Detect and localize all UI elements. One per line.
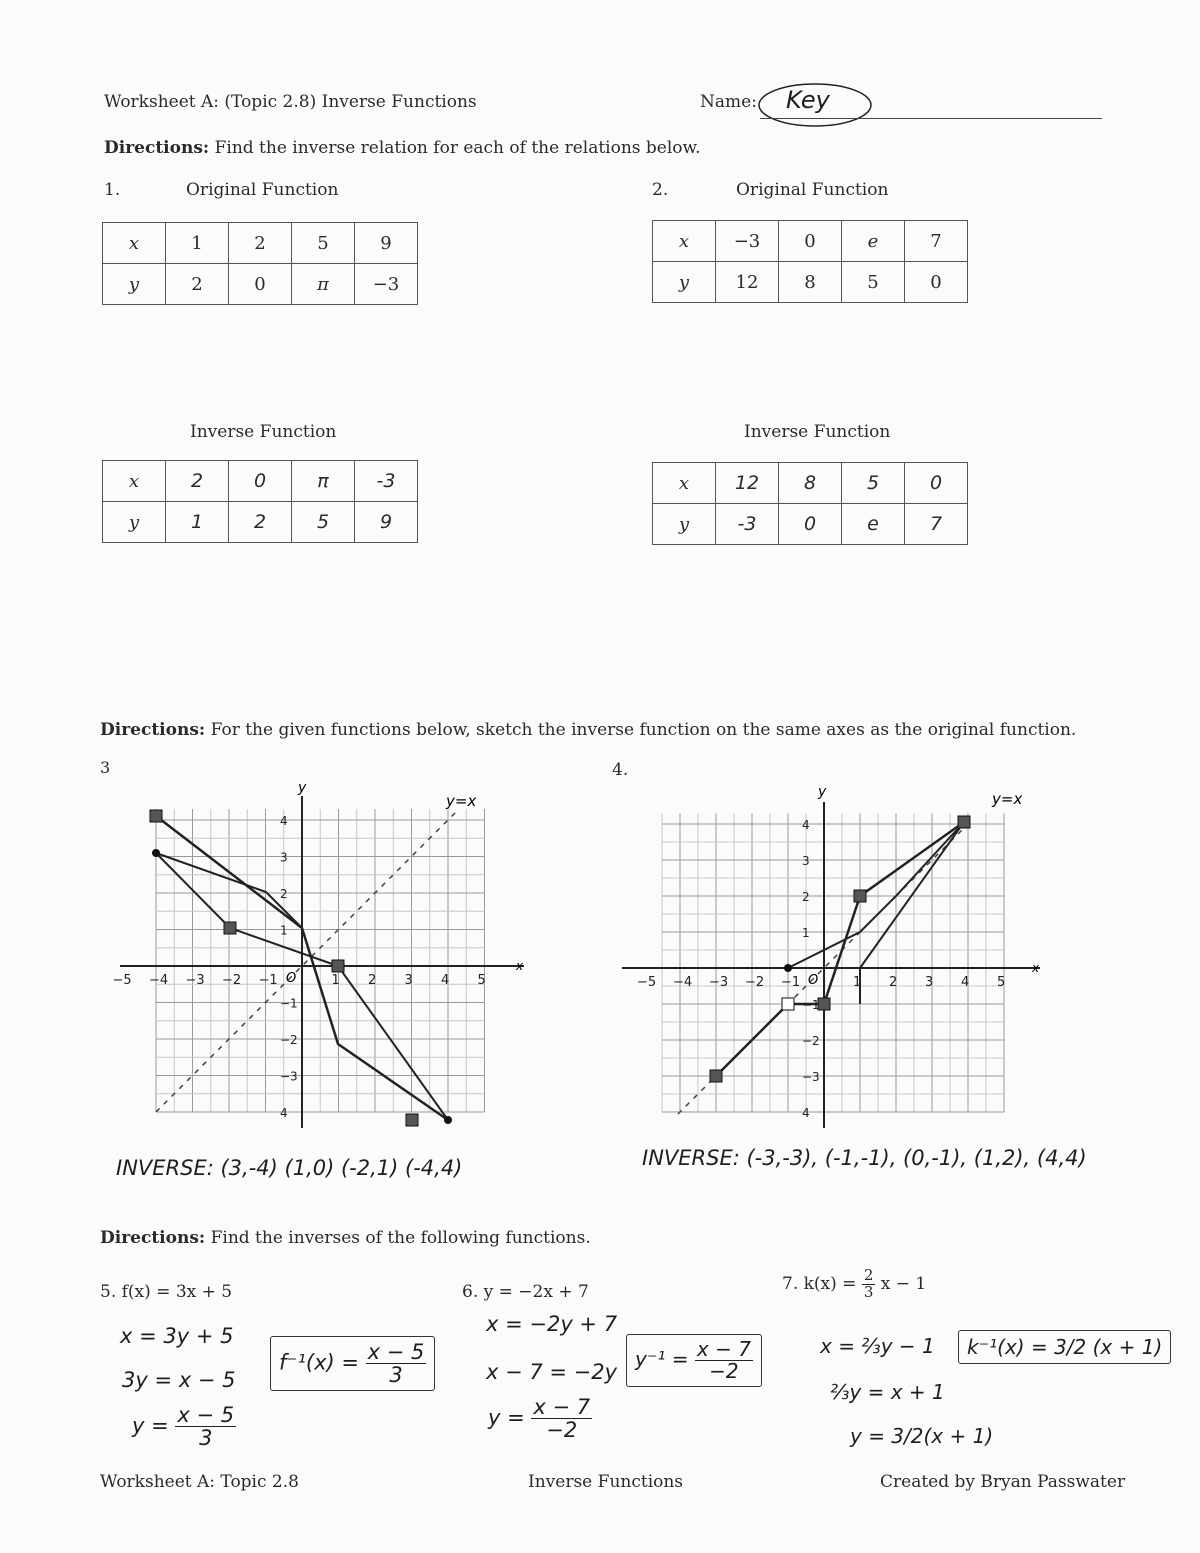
graph-3-x-tick-label: −1	[258, 973, 278, 988]
problem-5-step-3-num: x − 5	[177, 1403, 235, 1427]
graph-4-x-tick-label: 3	[925, 975, 934, 990]
problem-6-answer-den: −2	[709, 1359, 739, 1383]
graph-4-y-tick-label: 3	[802, 854, 810, 868]
table-cell: 2	[166, 461, 229, 502]
graph-4-x-tick-label: 1	[853, 975, 862, 990]
graph-4-x-tick-label: −2	[745, 975, 765, 990]
problem-1-original-table	[102, 222, 418, 305]
table-row	[103, 461, 418, 502]
table-cell: 1	[166, 502, 229, 543]
name-value: Key	[786, 86, 830, 114]
table-cell: 9	[355, 223, 418, 264]
graph-4-y-tick-label: 4	[802, 1106, 810, 1120]
table-cell: y	[103, 502, 166, 543]
table-cell: 5	[292, 223, 355, 264]
graph-4-inverse-point	[818, 998, 830, 1010]
name-label: Name:	[700, 92, 757, 112]
graph-3-inverse-point	[150, 810, 162, 822]
graph-3-y-tick-label: −3	[280, 1069, 298, 1084]
problem-5-answer-num: x − 5	[367, 1340, 425, 1364]
problem-1-inverse-table	[102, 460, 418, 543]
problem-2-original-label: Original Function	[736, 180, 889, 200]
problem-6-step-3-den: −2	[546, 1418, 578, 1443]
graph-3-yx-label: y=x	[446, 792, 477, 810]
graph-3-y-tick-label: 4	[280, 814, 288, 828]
problem-5-question: 5. f(x) = 3x + 5	[100, 1282, 233, 1302]
graph-4-y-tick-label: −3	[802, 1070, 820, 1084]
problem-6-question: 6. y = −2x + 7	[462, 1282, 589, 1302]
directions-1	[104, 138, 700, 158]
directions-2-text: For the given functions below, sketch the inverse function on the same axes as the original function.	[210, 720, 1077, 740]
directions-1-text: Find the inverse relation for each of the relations below.	[214, 138, 701, 158]
problem-5-answer-lhs: f⁻¹(x) =	[279, 1350, 359, 1375]
table-cell: 12	[716, 463, 779, 504]
footer-center: Inverse Functions	[528, 1472, 684, 1492]
problem-5-step-3-lhs: y =	[132, 1413, 169, 1438]
problem-2-number: 2.	[652, 180, 669, 200]
problem-1-number: 1.	[104, 180, 121, 200]
table-cell: 2	[229, 502, 292, 543]
problem-6-step-3-lhs: y =	[488, 1405, 525, 1430]
graph-4-x-tick-label: 2	[889, 975, 898, 990]
graph-4-x-tick-label: −3	[709, 975, 729, 990]
problem-6-step-1: x = −2y + 7	[486, 1312, 618, 1336]
problem-7-answer: k⁻¹(x) = 3/2 (x + 1)	[958, 1330, 1171, 1364]
graph-3-inverse-point	[406, 1114, 418, 1126]
graph-3-y-tick-label: −1	[280, 996, 298, 1011]
problem-6-step-2: x − 7 = −2y	[486, 1360, 618, 1384]
table-cell: e	[842, 221, 905, 262]
graph-4-yx-label: y=x	[992, 790, 1023, 808]
problem-1-inverse-label: Inverse Function	[190, 422, 337, 442]
table-row	[103, 223, 418, 264]
graph-3-x-tick-label: 1	[331, 973, 340, 988]
problem-6-answer-num: x − 7	[696, 1337, 751, 1361]
graph-4	[620, 778, 1060, 1138]
table-cell: 7	[905, 504, 968, 545]
problem-3-inverse-text: INVERSE: (3,-4) (1,0) (-2,1) (-4,4)	[116, 1156, 463, 1180]
graph-3	[96, 776, 536, 1136]
problem-5-step-3	[132, 1404, 236, 1449]
problem-4-number: 4.	[612, 760, 629, 780]
table-cell: y	[103, 264, 166, 305]
problem-6-step-3-num: x − 7	[533, 1395, 591, 1419]
table-row	[103, 264, 418, 305]
table-cell: 0	[229, 461, 292, 502]
graph-3-x-tick-label: 5	[477, 973, 486, 988]
table-cell: 0	[779, 221, 842, 262]
problem-7-question-pre: 7. k(x) =	[782, 1273, 857, 1294]
graph-3-inverse-point	[224, 922, 236, 934]
table-cell: −3	[355, 264, 418, 305]
table-cell: 0	[779, 504, 842, 545]
graph-4-y-tick-label: −1	[802, 998, 820, 1012]
problem-3-number: 3	[100, 758, 111, 777]
graph-4-x-tick-label: −1	[781, 975, 801, 990]
table-cell: 7	[905, 221, 968, 262]
graph-3-x-tick-label: −3	[185, 973, 205, 988]
problem-7-step-1: x = ⅔y − 1	[820, 1334, 935, 1358]
table-cell: 1	[166, 223, 229, 264]
problem-5-step-3-den: 3	[199, 1426, 213, 1451]
graph-4-x-tick-label: −4	[673, 975, 693, 990]
directions-3	[100, 1228, 591, 1248]
graph-3-x-tick-label: −5	[112, 973, 132, 988]
graph-3-y-tick-label: 1	[280, 923, 288, 938]
table-cell: -3	[716, 504, 779, 545]
directions-1-label: Directions:	[104, 138, 210, 158]
graph-3-y-tick-label: 4	[280, 1106, 288, 1120]
problem-2-inverse-label: Inverse Function	[744, 422, 891, 442]
graph-4-y-tick-label: 4	[802, 818, 810, 832]
graph-4-y-tick-label: 1	[802, 926, 810, 940]
graph-4-origin: O	[808, 973, 819, 988]
table-cell: x	[103, 223, 166, 264]
problem-5-step-1: x = 3y + 5	[120, 1324, 234, 1348]
table-cell: π	[292, 461, 355, 502]
graph-4-x-label: x	[1032, 961, 1040, 975]
problem-7-question-post: x − 1	[880, 1273, 927, 1294]
graph-3-y-label: y	[298, 780, 307, 796]
problem-6-step-3	[488, 1396, 592, 1441]
table-row	[653, 262, 968, 303]
graph-4-y-label: y	[818, 784, 827, 800]
problem-5-step-2: 3y = x − 5	[122, 1368, 236, 1392]
name-line	[760, 118, 1102, 119]
problem-7-step-3: y = 3/2(x + 1)	[850, 1424, 994, 1448]
table-row	[653, 463, 968, 504]
graph-4-y-tick-label: −2	[802, 1034, 820, 1048]
table-cell: 9	[355, 502, 418, 543]
directions-3-text: Find the inverses of the following functions.	[210, 1228, 591, 1248]
table-cell: y	[653, 504, 716, 545]
table-cell: 5	[842, 262, 905, 303]
directions-2	[100, 720, 1076, 740]
graph-3-x-label: x	[516, 959, 524, 973]
graph-3-y-tick-label: 2	[280, 887, 288, 901]
table-cell: 8	[779, 262, 842, 303]
graph-3-inverse-point	[332, 960, 344, 972]
graph-4-x-tick-label: 5	[997, 975, 1006, 990]
table-cell: 0	[905, 262, 968, 303]
table-cell: 2	[166, 264, 229, 305]
table-row	[103, 502, 418, 543]
graph-4-inverse-point	[958, 816, 970, 828]
graph-3-point	[152, 849, 160, 857]
graph-4-grid	[662, 813, 1004, 1112]
table-cell: 12	[716, 262, 779, 303]
table-row	[653, 504, 968, 545]
problem-7-step-2: ⅔y = x + 1	[830, 1380, 945, 1404]
table-cell: x	[653, 463, 716, 504]
footer-right: Created by Bryan Passwater	[880, 1472, 1126, 1492]
graph-4-inverse-point	[854, 890, 866, 902]
graph-4-y-tick-label: 2	[802, 890, 810, 904]
problem-6-answer	[626, 1334, 762, 1387]
graph-4-point	[784, 964, 792, 972]
graph-3-x-tick-label: 3	[404, 973, 413, 988]
table-cell: 0	[229, 264, 292, 305]
footer-left: Worksheet A: Topic 2.8	[100, 1472, 299, 1492]
table-cell: 5	[292, 502, 355, 543]
table-cell: x	[653, 221, 716, 262]
name-circle	[755, 78, 875, 132]
table-row	[653, 221, 968, 262]
graph-4-x-tick-label: 4	[961, 975, 970, 990]
graph-4-inverse-point	[710, 1070, 722, 1082]
graph-3-point	[444, 1116, 452, 1124]
problem-5-answer-den: 3	[389, 1363, 403, 1388]
graph-3-y-tick-label: 3	[280, 850, 288, 865]
problem-7-question-den: 3	[863, 1282, 874, 1301]
problem-1-original-label: Original Function	[186, 180, 339, 200]
graph-4-inverse-point	[782, 998, 794, 1010]
graph-3-y-tick-label: −2	[280, 1033, 298, 1047]
graph-4-x-tick-label: −5	[637, 975, 657, 990]
table-cell: 0	[905, 463, 968, 504]
problem-6-answer-lhs: y⁻¹ =	[635, 1347, 689, 1371]
problem-5-answer	[270, 1336, 435, 1391]
table-cell: x	[103, 461, 166, 502]
directions-2-label: Directions:	[100, 720, 206, 740]
directions-3-label: Directions:	[100, 1228, 206, 1248]
problem-7-question	[782, 1268, 926, 1301]
table-cell: 8	[779, 463, 842, 504]
graph-3-x-tick-label: −2	[222, 973, 242, 988]
graph-3-x-tick-label: 2	[368, 973, 377, 988]
table-cell: 2	[229, 223, 292, 264]
problem-2-original-table	[652, 220, 968, 303]
worksheet-title: Worksheet A: (Topic 2.8) Inverse Functions	[104, 92, 477, 112]
problem-4-inverse-text: INVERSE: (-3,-3), (-1,-1), (0,-1), (1,2), (4,4)	[642, 1146, 1087, 1170]
table-cell: 5	[842, 463, 905, 504]
table-cell: π	[292, 264, 355, 305]
table-cell: −3	[716, 221, 779, 262]
graph-3-x-tick-label: −4	[149, 973, 169, 988]
table-cell: y	[653, 262, 716, 303]
graph-3-x-tick-label: 4	[441, 973, 450, 988]
problem-7-question-num: 2	[863, 1266, 874, 1284]
table-cell: -3	[355, 461, 418, 502]
problem-2-inverse-table	[652, 462, 968, 545]
table-cell: e	[842, 504, 905, 545]
graph-3-origin: O	[286, 971, 297, 986]
